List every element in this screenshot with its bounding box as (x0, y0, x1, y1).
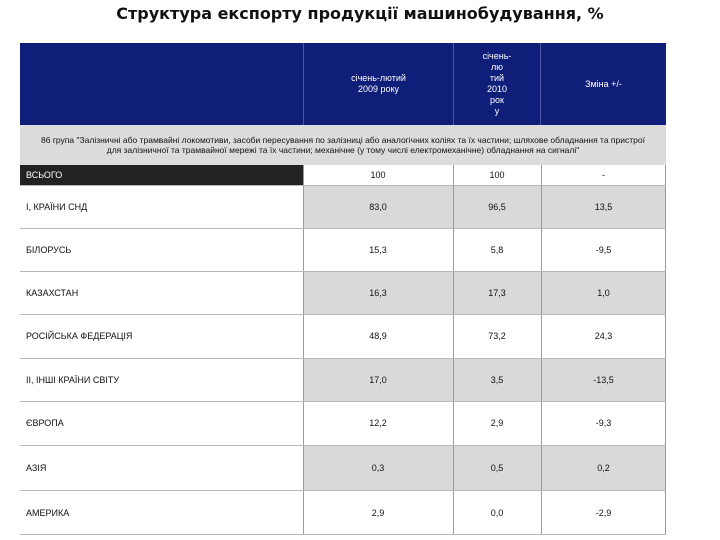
row-label: ВСЬОГО (26, 170, 63, 180)
row-divider (20, 445, 666, 446)
cell-change: 0,2 (541, 445, 666, 490)
table-row (20, 228, 666, 271)
table-row-total (20, 165, 666, 185)
cell-change: -9,3 (541, 401, 666, 445)
row-label: АЗІЯ (20, 445, 303, 490)
export-structure-table (20, 43, 666, 535)
cell-change: -9,5 (541, 228, 666, 271)
column-divider (541, 165, 542, 535)
cell-2009: 100 (303, 165, 453, 185)
table-row (20, 490, 666, 535)
cell-change: -13,5 (541, 358, 666, 401)
row-divider (20, 358, 666, 359)
cell-change: 13,5 (541, 185, 666, 228)
table-row (20, 445, 666, 490)
row-label: РОСІЙСЬКА ФЕДЕРАЦІЯ (20, 314, 303, 358)
row-divider (20, 228, 666, 229)
cell-2009: 83,0 (303, 185, 453, 228)
cell-2010: 100 (453, 165, 541, 185)
row-divider (20, 185, 666, 186)
row-divider (20, 271, 666, 272)
header-col-change: Зміна +/- (585, 78, 622, 89)
row-label: КАЗАХСТАН (20, 271, 303, 314)
header-col-2010: січень- лю тий 2010 рок у (453, 43, 541, 125)
cell-2010: 17,3 (453, 271, 541, 314)
row-divider (20, 490, 666, 491)
table-row (20, 314, 666, 358)
row-label: ІІ, ІНШІ КРАЇНИ СВІТУ (20, 358, 303, 401)
table-row (20, 185, 666, 228)
table-row (20, 401, 666, 445)
row-divider (20, 401, 666, 402)
cell-change: 24,3 (541, 314, 666, 358)
cell-2009: 15,3 (303, 228, 453, 271)
group-row-86: 86 група "Залізничні або трамвайні локомотиви, засоби пересування по залізниці або аналогічних коліях та їх частини; шляхове обладнання та пристрої для залізничної та трамвайної мережі та їх частини; механічне (у тому числі електромеханічне) обладнання на сигналі" (20, 125, 666, 165)
row-label: І, КРАЇНИ СНД (20, 185, 303, 228)
cell-2009: 17,0 (303, 358, 453, 401)
cell-2010: 2,9 (453, 401, 541, 445)
row-label: БІЛОРУСЬ (20, 228, 303, 271)
column-divider (665, 165, 666, 535)
cell-2010: 5,8 (453, 228, 541, 271)
cell-change: - (541, 165, 666, 185)
cell-2010: 96,5 (453, 185, 541, 228)
table-row (20, 358, 666, 401)
header-stub (20, 43, 303, 125)
row-divider (20, 534, 666, 535)
column-divider (303, 165, 304, 535)
table-row (20, 271, 666, 314)
column-divider (453, 165, 454, 535)
page-title: Структура експорту продукції машинобудування, % (116, 4, 604, 23)
cell-2010: 73,2 (453, 314, 541, 358)
row-label: ЄВРОПА (20, 401, 303, 445)
table-header (20, 43, 666, 125)
row-label: АМЕРИКА (20, 490, 303, 535)
cell-2009: 0,3 (303, 445, 453, 490)
cell-2010: 0,0 (453, 490, 541, 535)
cell-2010: 3,5 (453, 358, 541, 401)
cell-2009: 2,9 (303, 490, 453, 535)
header-col-2009: січень-лютий 2009 року (303, 43, 453, 125)
cell-2009: 16,3 (303, 271, 453, 314)
cell-2009: 12,2 (303, 401, 453, 445)
cell-2009: 48,9 (303, 314, 453, 358)
row-divider (20, 314, 666, 315)
cell-2010: 0,5 (453, 445, 541, 490)
cell-change: 1,0 (541, 271, 666, 314)
cell-change: -2,9 (541, 490, 666, 535)
